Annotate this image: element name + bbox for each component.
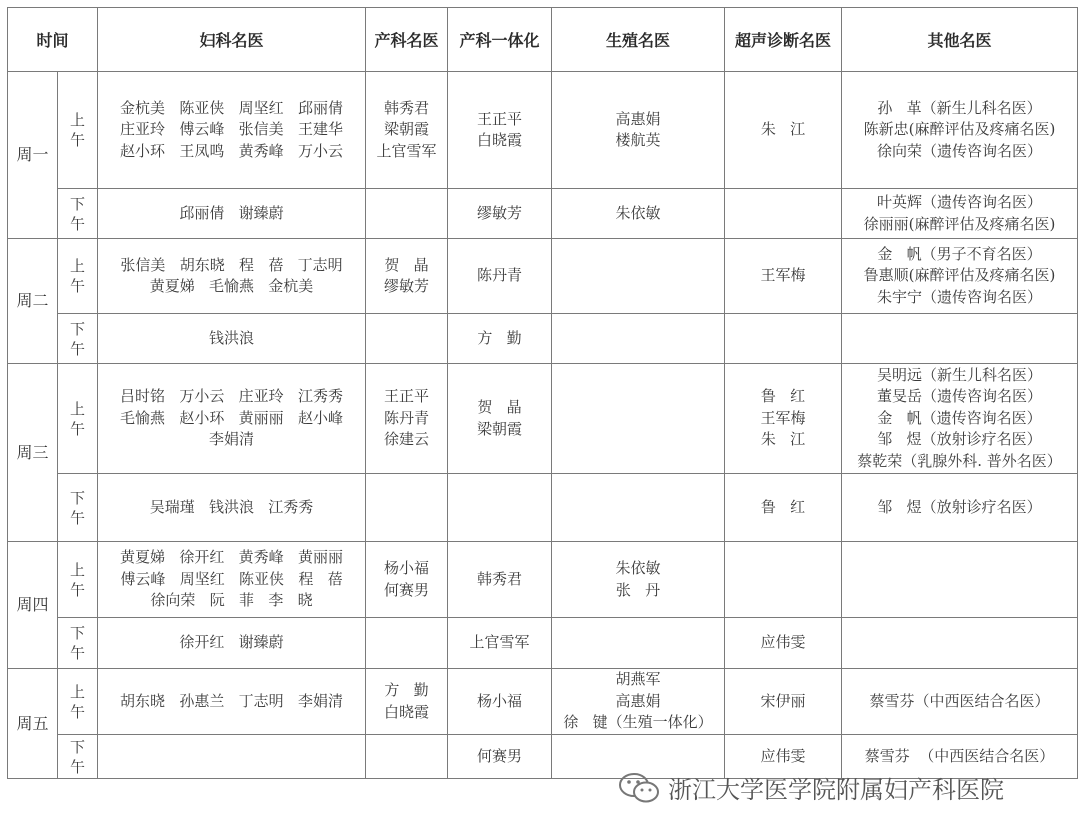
header-ultra: 超声诊断名医 [725,8,842,72]
integ-cell: 何赛男 [448,735,552,779]
other-cell [842,542,1078,618]
gyn-cell: 徐开红 谢臻蔚 [98,618,366,669]
gyn-cell: 金杭美 陈亚侠 周坚红 邱丽倩 庄亚玲 傅云峰 张信美 王建华 赵小环 王凤鸣 黄秀峰 万小云 [98,72,366,189]
gyn-cell: 邱丽倩 谢臻蔚 [98,189,366,239]
obs-cell: 贺 晶 缪敏芳 [366,239,448,314]
day-label: 周二 [8,239,58,364]
header-row [8,8,1078,72]
other-cell: 叶英辉（遗传咨询名医） 徐丽丽(麻醉评估及疼痛名医) [842,189,1078,239]
header-gyn: 妇科名医 [98,8,366,72]
gyn-cell: 胡东晓 孙惠兰 丁志明 李娟清 [98,669,366,735]
schedule-row [8,72,1078,189]
obs-cell [366,474,448,542]
other-cell [842,314,1078,364]
afternoon-label: 下 午 [58,618,98,669]
repro-cell [552,314,725,364]
day-label: 周一 [8,72,58,239]
schedule-row [8,314,1078,364]
schedule-row [8,542,1078,618]
gyn-cell: 黄夏娣 徐开红 黄秀峰 黄丽丽 傅云峰 周坚红 陈亚侠 程 蓓 徐向荣 阮 菲 李 晓 [98,542,366,618]
ultra-cell: 应伟雯 [725,735,842,779]
ultra-cell: 鲁 红 王军梅 朱 江 [725,364,842,474]
other-cell: 蔡雪芬 （中西医结合名医） [842,735,1078,779]
obs-cell [366,618,448,669]
ultra-cell [725,314,842,364]
obs-cell: 杨小福 何赛男 [366,542,448,618]
other-cell: 邹 煜（放射诊疗名医） [842,474,1078,542]
wechat-icon [618,772,662,804]
obs-cell [366,314,448,364]
gyn-cell: 吕时铭 万小云 庄亚玲 江秀秀 毛愉燕 赵小环 黄丽丽 赵小峰 李娟清 [98,364,366,474]
repro-cell: 朱依敏 [552,189,725,239]
gyn-cell [98,735,366,779]
repro-cell [552,239,725,314]
header-other: 其他名医 [842,8,1078,72]
gyn-cell: 钱洪浪 [98,314,366,364]
ultra-cell: 应伟雯 [725,618,842,669]
day-label: 周五 [8,669,58,779]
ultra-cell: 朱 江 [725,72,842,189]
ultra-cell: 鲁 红 [725,474,842,542]
integ-cell: 王正平 白晓霞 [448,72,552,189]
ultra-cell: 王军梅 [725,239,842,314]
schedule-row [8,474,1078,542]
other-cell: 吴明远（新生儿科名医） 董旻岳（遗传咨询名医） 金 帆（遗传咨询名医） 邹 煜（放射诊疗名医） 蔡乾荣（乳腺外科. 普外名医） [842,364,1078,474]
afternoon-label: 下 午 [58,735,98,779]
afternoon-label: 下 午 [58,314,98,364]
repro-cell: 胡燕军 高惠娟 徐 键（生殖一体化） [552,669,725,735]
gyn-cell: 张信美 胡东晓 程 蓓 丁志明 黄夏娣 毛愉燕 金杭美 [98,239,366,314]
ultra-cell: 宋伊丽 [725,669,842,735]
morning-label: 上 午 [58,542,98,618]
morning-label: 上 午 [58,669,98,735]
obs-cell: 王正平 陈丹青 徐建云 [366,364,448,474]
repro-cell [552,618,725,669]
integ-cell: 韩秀君 [448,542,552,618]
header-time: 时间 [8,8,98,72]
gyn-cell: 吴瑞瑾 钱洪浪 江秀秀 [98,474,366,542]
morning-label: 上 午 [58,72,98,189]
morning-label: 上 午 [58,239,98,314]
footer-watermark [618,770,1004,805]
obs-cell [366,189,448,239]
integ-cell [448,474,552,542]
repro-cell [552,364,725,474]
schedule-row [8,618,1078,669]
header-integ: 产科一体化 [448,8,552,72]
ultra-cell [725,189,842,239]
integ-cell: 方 勤 [448,314,552,364]
other-cell: 金 帆（男子不育名医） 鲁惠顺(麻醉评估及疼痛名医) 朱宇宁（遗传咨询名医） [842,239,1078,314]
repro-cell: 高惠娟 楼航英 [552,72,725,189]
repro-cell [552,474,725,542]
schedule-row [8,669,1078,735]
schedule-row [8,239,1078,314]
day-label: 周三 [8,364,58,542]
afternoon-label: 下 午 [58,189,98,239]
footer-text: 浙江大学医学院附属妇产科医院 [668,776,1004,804]
schedule-row [8,189,1078,239]
morning-label: 上 午 [58,364,98,474]
integ-cell: 陈丹青 [448,239,552,314]
other-cell: 蔡雪芬（中西医结合名医） [842,669,1078,735]
header-repro: 生殖名医 [552,8,725,72]
afternoon-label: 下 午 [58,474,98,542]
schedule-row [8,364,1078,474]
repro-cell: 朱依敏 张 丹 [552,542,725,618]
integ-cell: 上官雪军 [448,618,552,669]
integ-cell: 缪敏芳 [448,189,552,239]
day-label: 周四 [8,542,58,669]
obs-cell: 韩秀君 梁朝霞 上官雪军 [366,72,448,189]
other-cell: 孙 革（新生儿科名医） 陈新忠(麻醉评估及疼痛名医) 徐向荣（遗传咨询名医） [842,72,1078,189]
integ-cell: 杨小福 [448,669,552,735]
ultra-cell [725,542,842,618]
other-cell [842,618,1078,669]
integ-cell: 贺 晶 梁朝霞 [448,364,552,474]
header-obs: 产科名医 [366,8,448,72]
doctor-schedule-table [7,7,1078,779]
obs-cell: 方 勤 白晓霞 [366,669,448,735]
obs-cell [366,735,448,779]
